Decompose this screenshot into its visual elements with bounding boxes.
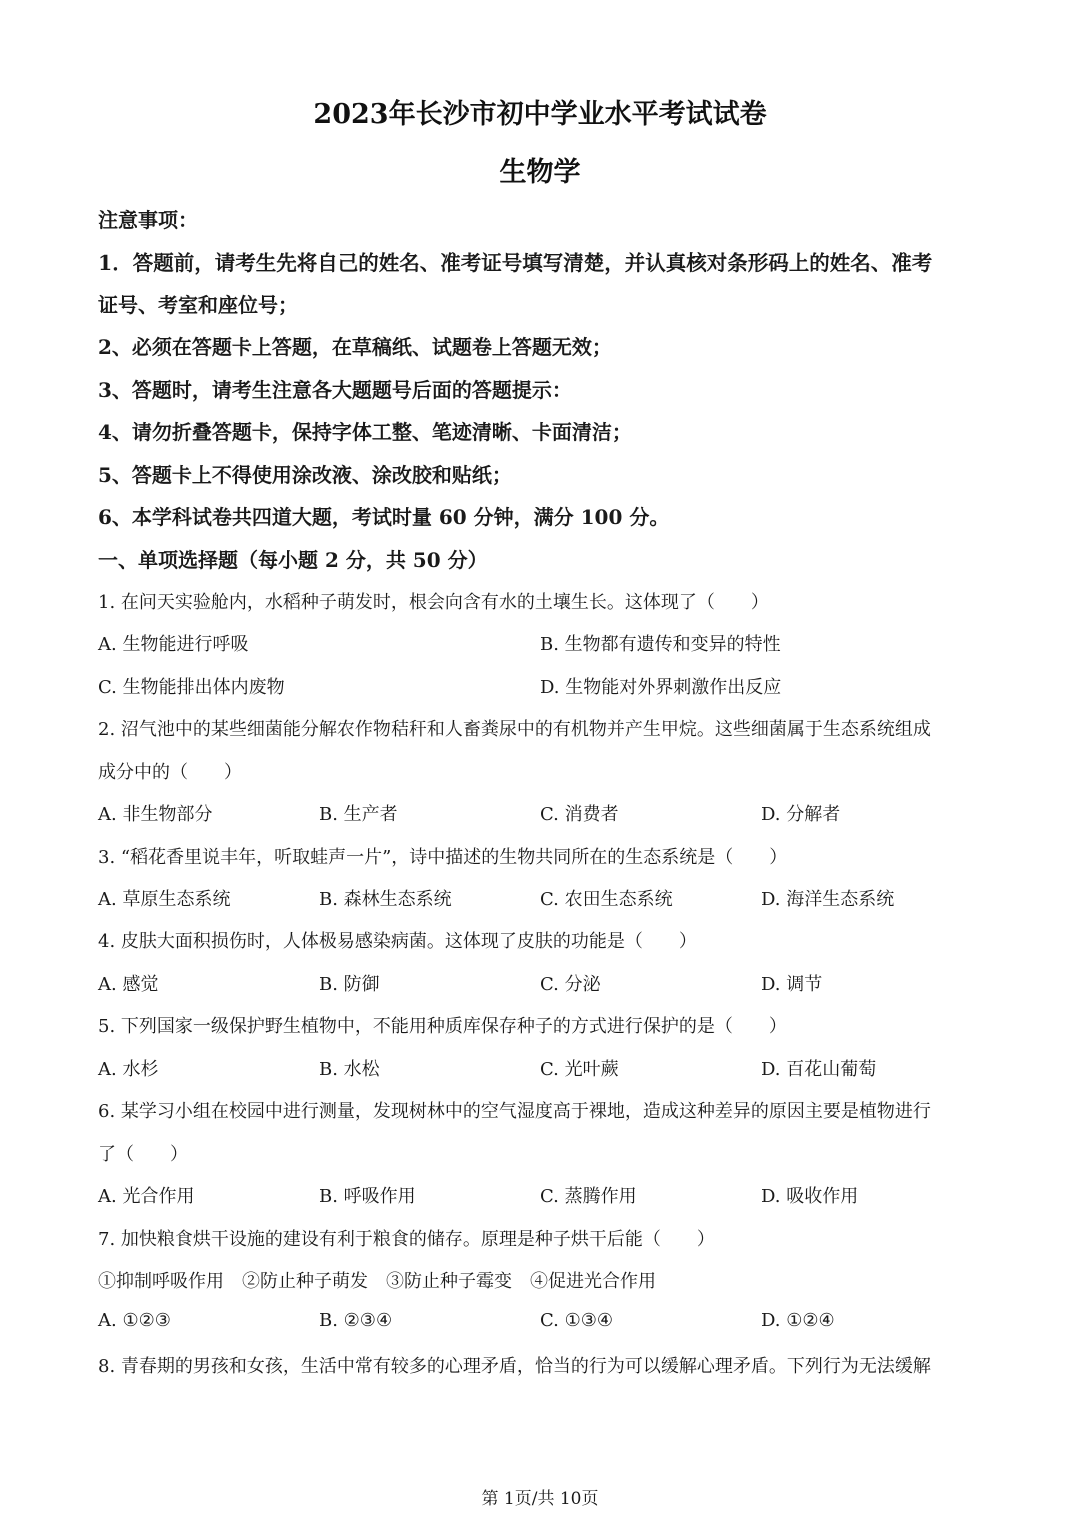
question-5-option-c: C. 光叶蕨 — [540, 1059, 619, 1080]
question-7-option-d: D. ①②④ — [761, 1310, 835, 1331]
question-6-stem: 6. 某学习小组在校园中进行测量，发现树林中的空气湿度高于裸地，造成这种差异的原因主要是植物进行 — [98, 1101, 931, 1122]
question-3-option-c: C. 农田生态系统 — [540, 889, 673, 910]
question-4-stem: 4. 皮肤大面积损伤时，人体极易感染病菌。这体现了皮肤的功能是（ ） — [98, 931, 697, 952]
notice-item-2: 2、必须在答题卡上答题，在草稿纸、试题卷上答题无效； — [98, 335, 612, 359]
subject-title: 生物学 — [499, 157, 581, 188]
question-1-option-d: D. 生物能对外界刺激作出反应 — [540, 677, 782, 698]
notice-heading: 注意事项： — [98, 208, 198, 232]
question-2-stem: 2. 沼气池中的某些细菌能分解农作物秸秆和人畜粪尿中的有机物并产生甲烷。这些细菌属于生态系统组成 — [98, 719, 931, 740]
question-7-option-b: B. ②③④ — [319, 1310, 393, 1331]
question-2-stem-cont: 成分中的（ ） — [98, 762, 242, 783]
question-3-option-a: A. 草原生态系统 — [98, 889, 231, 910]
question-1-option-b: B. 生物都有遗传和变异的特性 — [540, 634, 781, 655]
question-3-option-b: B. 森林生态系统 — [319, 889, 452, 910]
question-3-stem: 3. “稻花香里说丰年，听取蛙声一片”，诗中描述的生物共同所在的生态系统是（ ） — [98, 847, 788, 868]
question-1-stem: 1. 在问天实验舱内，水稻种子萌发时，根会向含有水的土壤生长。这体现了（ ） — [98, 592, 769, 613]
notice-item-1-cont: 证号、考室和座位号； — [98, 293, 298, 317]
question-1-option-a: A. 生物能进行呼吸 — [98, 634, 249, 655]
question-6-option-b: B. 呼吸作用 — [319, 1186, 416, 1207]
question-7-statements: ①抑制呼吸作用 ②防止种子萌发 ③防止种子霉变 ④促进光合作用 — [98, 1271, 656, 1292]
section-heading: 一、单项选择题（每小题 2 分，共 50 分） — [98, 548, 488, 572]
notice-item-6: 6、本学科试卷共四道大题，考试时量 60 分钟，满分 100 分。 — [98, 505, 670, 529]
question-5-option-b: B. 水松 — [319, 1059, 380, 1080]
exam-title: 2023年长沙市初中学业水平考试试卷 — [313, 99, 767, 130]
notice-item-4: 4、请勿折叠答题卡，保持字体工整、笔迹清晰、卡面清洁； — [98, 420, 632, 444]
notice-item-1: 1．答题前，请考生先将自己的姓名、准考证号填写清楚，并认真核对条形码上的姓名、准考 — [98, 251, 933, 275]
question-7-stem: 7. 加快粮食烘干设施的建设有利于粮食的储存。原理是种子烘干后能（ ） — [98, 1229, 715, 1250]
question-2-option-c: C. 消费者 — [540, 804, 619, 825]
notice-item-5: 5、答题卡上不得使用涂改液、涂改胶和贴纸； — [98, 463, 512, 487]
question-6-option-d: D. 吸收作用 — [761, 1186, 859, 1207]
question-6-option-c: C. 蒸腾作用 — [540, 1186, 637, 1207]
question-5-option-d: D. 百花山葡萄 — [761, 1059, 877, 1080]
question-7-option-c: C. ①③④ — [540, 1310, 613, 1331]
question-2-option-b: B. 生产者 — [319, 804, 398, 825]
question-6-stem-cont: 了（ ） — [98, 1144, 188, 1165]
question-6-option-a: A. 光合作用 — [98, 1186, 195, 1207]
question-4-option-d: D. 调节 — [761, 974, 823, 995]
question-5-option-a: A. 水杉 — [98, 1059, 159, 1080]
question-4-option-b: B. 防御 — [319, 974, 380, 995]
question-2-option-a: A. 非生物部分 — [98, 804, 213, 825]
question-2-option-d: D. 分解者 — [761, 804, 841, 825]
question-1-option-c: C. 生物能排出体内废物 — [98, 677, 285, 698]
question-7-option-a: A. ①②③ — [98, 1310, 171, 1331]
question-4-option-a: A. 感觉 — [98, 974, 159, 995]
question-8-stem: 8. 青春期的男孩和女孩，生活中常有较多的心理矛盾，恰当的行为可以缓解心理矛盾。下列行为无法缓解 — [98, 1356, 931, 1377]
question-5-stem: 5. 下列国家一级保护野生植物中，不能用种质库保存种子的方式进行保护的是（ ） — [98, 1016, 787, 1037]
question-4-option-c: C. 分泌 — [540, 974, 601, 995]
question-3-option-d: D. 海洋生态系统 — [761, 889, 895, 910]
page-footer: 第 1页/共 10页 — [481, 1489, 599, 1509]
notice-item-3: 3、答题时，请考生注意各大题题号后面的答题提示： — [98, 378, 572, 402]
